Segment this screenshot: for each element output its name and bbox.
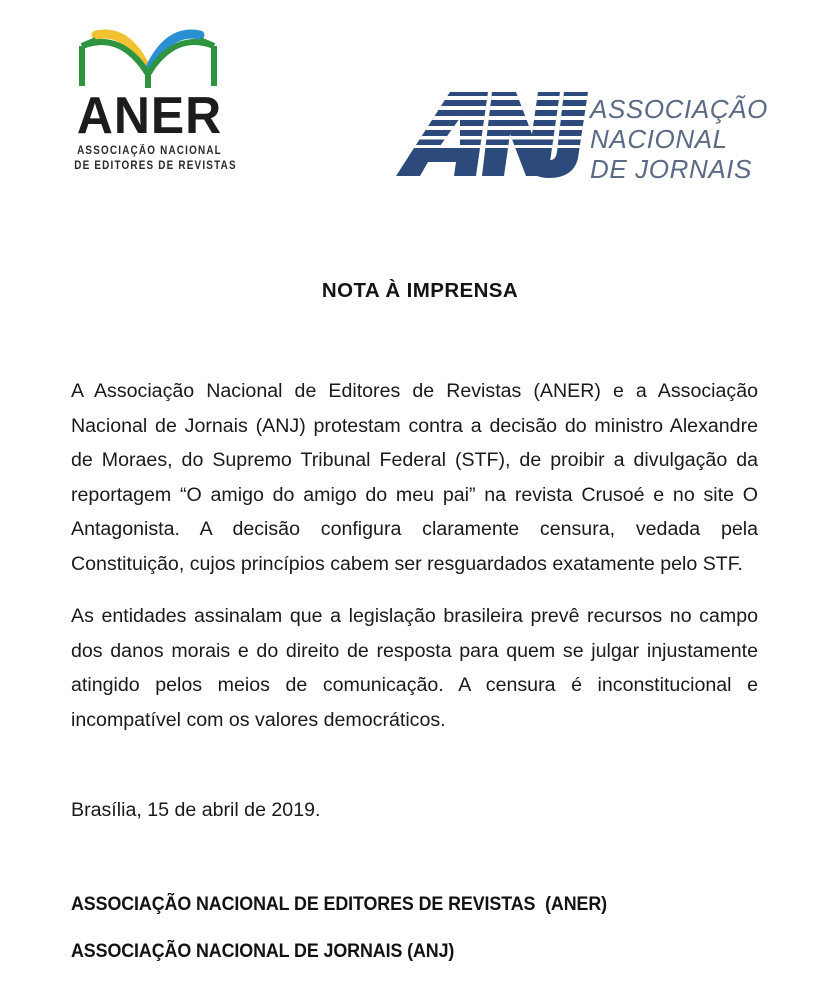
signature-block xyxy=(71,893,771,964)
body-paragraph-2: As entidades assinalam que a legislação brasileira prevê recursos no campo dos danos morais e do direito de resposta para quem se julgar injustamente atingido pelos meios de comunicação. A censura é inconstitucional e incompatível com os valores democráticos. xyxy=(71,605,758,731)
anj-wordmark-line2: NACIONAL xyxy=(590,124,728,154)
open-book-icon xyxy=(74,22,222,92)
anj-wordmark-line1: ASSOCIAÇÃO xyxy=(590,94,768,124)
anj-wordmark xyxy=(590,94,768,184)
document-body xyxy=(71,374,758,737)
logo-header xyxy=(0,0,840,200)
anj-logo xyxy=(392,86,768,194)
aner-wordmark: ANER xyxy=(76,87,223,145)
signature-aner: ASSOCIAÇÃO NACIONAL DE EDITORES DE REVISTAS (ANER) xyxy=(71,894,608,915)
page-title: NOTA À IMPRENSA xyxy=(321,279,519,302)
signature-anj: ASSOCIAÇÃO NACIONAL DE JORNAIS (ANJ) xyxy=(71,941,455,962)
anj-wordmark-line3: DE JORNAIS xyxy=(590,154,753,184)
aner-logo xyxy=(62,22,237,182)
anj-mark-icon xyxy=(392,88,592,180)
date-line: Brasília, 15 de abril de 2019. xyxy=(71,799,321,821)
aner-tagline-line2: DE EDITORES DE REVISTAS xyxy=(74,160,237,172)
aner-tagline xyxy=(74,144,237,174)
body-paragraph-1: A Associação Nacional de Editores de Revistas (ANER) e a Associação Nacional de Jornais (ANJ) protestam contra a decisão do ministro Alexandre de Moraes, do Supremo Tribunal Federal (STF), de proibir a divulgação da reportagem “O amigo do amigo do meu pai” na revista Crusoé e no site O Antagonista. A decisão configura claramente censura, vedada pela Constituição, cujos princípios cabem ser resguardados exatamente pelo STF. xyxy=(71,380,758,575)
aner-tagline-line1: ASSOCIAÇÃO NACIONAL xyxy=(77,145,222,157)
